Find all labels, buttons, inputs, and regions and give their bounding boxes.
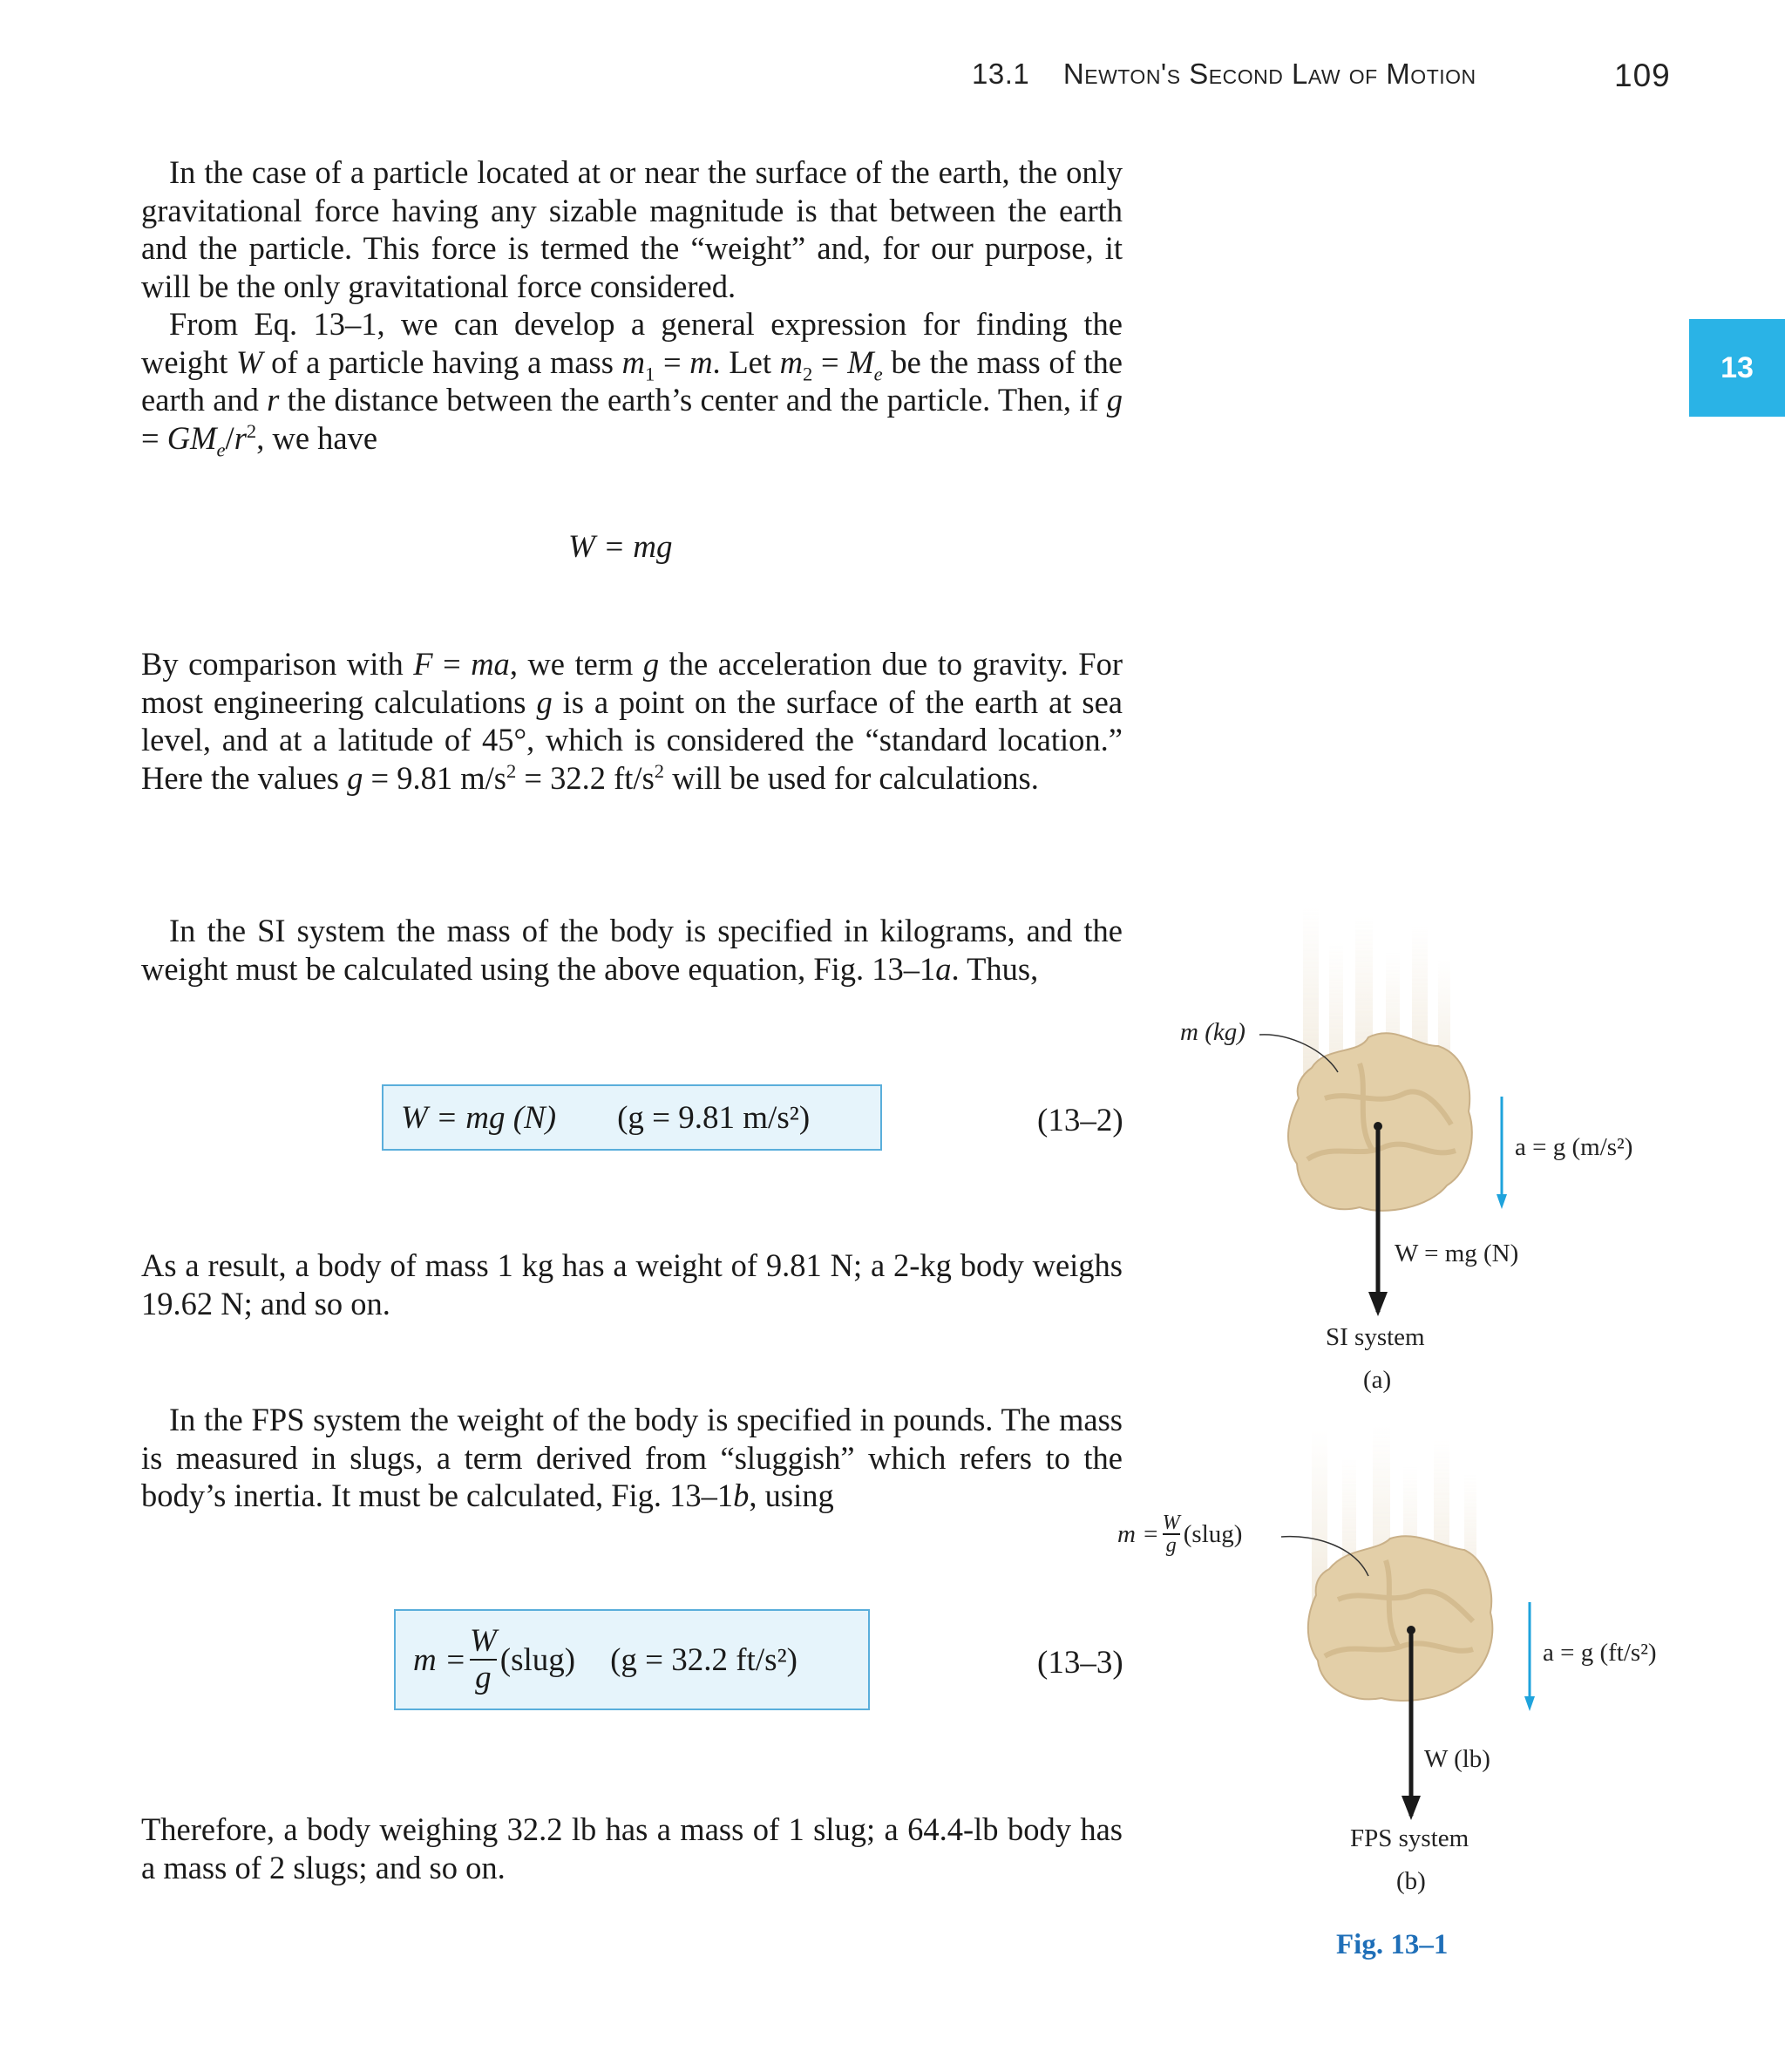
text-run: of a particle having a mass xyxy=(262,343,622,380)
text-run: In the FPS system the weight of the body is specified in pounds. The mass is measured in slugs, a term derived from “sluggish” which refers to the body’s inertia. It must be calculated, Fig. 13–1 xyxy=(141,1402,1123,1513)
part-label-a: (a) xyxy=(1363,1366,1392,1394)
equation-13-2-number: (13–2) xyxy=(1037,1103,1123,1138)
math-g: g xyxy=(347,759,363,796)
fig-ref-a: a xyxy=(935,950,952,987)
text-run: be the mass of the earth and xyxy=(141,343,1123,418)
math-Me: M xyxy=(847,343,874,380)
eq3-unit: (slug) xyxy=(499,1641,576,1678)
paragraph-text: In the case of a particle located at or near the surface of the earth, the only gravitational force having any sizable magnitude is that between the earth and the particle. This force is termed the “weight” and, for our purpose, it will be the only gravitational force considered. xyxy=(141,154,1123,304)
mass-label-b-den: g xyxy=(1165,1534,1177,1557)
mass-label-b-unit: (slug) xyxy=(1183,1519,1243,1548)
fig-ref-b: b xyxy=(733,1478,750,1513)
section-number: 13.1 xyxy=(972,58,1030,90)
text-run: By comparison with xyxy=(141,646,414,682)
g-si-value: 9.81 m/s xyxy=(397,759,506,796)
math-W: W xyxy=(236,343,263,380)
page-number: 109 xyxy=(1614,58,1671,93)
eq3-right: (g = 32.2 ft/s²) xyxy=(610,1641,797,1678)
mass-label-b-m: m = xyxy=(1117,1519,1159,1548)
text-run: From Eq. 13–1, we can develop a general expression for finding the weight xyxy=(141,306,1123,380)
eq2-left: W = mg (N) xyxy=(401,1099,557,1136)
math-ma: ma xyxy=(471,646,510,682)
accel-arrowhead-b xyxy=(1524,1696,1535,1711)
math-m2: m xyxy=(779,343,803,380)
text-run: . Thus, xyxy=(951,950,1039,987)
g-fps-value: 32.2 ft/s xyxy=(550,759,655,796)
weight-equation: W = mg xyxy=(568,529,673,565)
mass-label-b xyxy=(1117,1512,1242,1556)
mass-label-b-num: W xyxy=(1162,1512,1180,1534)
text-run: will be used for calculations. xyxy=(664,759,1039,796)
text-run: In the SI system the mass of the body is specified in kilograms, and the weight must be calculated using the above equation, Fig. 13–1 xyxy=(141,913,1123,987)
math-r: r xyxy=(267,382,280,418)
weight-label-b: W (lb) xyxy=(1424,1745,1490,1773)
math-m1: m xyxy=(621,343,645,380)
math-g: g xyxy=(536,683,553,720)
eq2-right: (g = 9.81 m/s²) xyxy=(617,1099,811,1136)
eq3-numerator: W xyxy=(469,1623,497,1659)
eq3-denominator: g xyxy=(475,1660,492,1695)
rock-b xyxy=(1308,1536,1493,1701)
math-g: g xyxy=(1106,382,1123,418)
figure-caption: Fig. 13–1 xyxy=(1336,1929,1449,1960)
eq3-m: m = xyxy=(413,1641,466,1678)
chapter-tab[interactable]: 13 xyxy=(1689,319,1785,417)
system-label-b: FPS system xyxy=(1350,1824,1469,1852)
mass-label-b-fraction xyxy=(1163,1512,1180,1556)
system-label-a: SI system xyxy=(1326,1323,1425,1351)
weight-arrowhead-a xyxy=(1368,1292,1388,1316)
equation-13-3-number: (13–3) xyxy=(1037,1645,1123,1681)
text-run: , we have xyxy=(256,419,378,456)
text-run: is a point on the surface of the earth at sea level, and at a latitude of 45°, which is considered the “standard location.” Here the values xyxy=(141,683,1123,796)
accel-arrowhead-a xyxy=(1497,1194,1507,1209)
math-g: g xyxy=(642,646,660,682)
text-run: , using xyxy=(749,1478,834,1513)
text-run: the acceleration due to gravity. For most engineering calculations xyxy=(141,646,1123,720)
accel-label-b: a = g (ft/s²) xyxy=(1543,1639,1657,1667)
text-run: , we term xyxy=(509,646,643,682)
math-m: m xyxy=(689,343,713,380)
paragraph-3: By comparison with F = ma, we term g the acceleration due to gravity. For most engineering calculations g is a point on the surface of the earth at sea level, and at a latitude of 45°, which is considered the “standard location.” Here the values g = 9.81 $m/s^2 = 32.2$ $ft/s^2$ will be used for calculations. xyxy=(141,646,1123,796)
text-run: the distance between the earth’s center and the particle. Then, if xyxy=(279,382,1107,418)
mass-label-a: m (kg) xyxy=(1180,1018,1245,1046)
text-run: . Let xyxy=(712,343,780,380)
paragraph-text: As a result, a body of mass 1 kg has a weight of 9.81 N; a 2-kg body weighs 19.62 N; and so on. xyxy=(141,1247,1123,1321)
section-title: Newton's Second Law of Motion xyxy=(1062,58,1476,90)
paragraph-text: Therefore, a body weighing 32.2 lb has a mass of 1 slug; a 64.4-lb body has a mass of 2 slugs; and so on. xyxy=(141,1811,1123,1885)
part-label-b: (b) xyxy=(1396,1867,1426,1895)
paragraph-2: From Eq. 13–1, we can develop a general expression for finding the weight W of a particle having a mass $m_1 = m$. Let $m_2 = M_e$ be the mass of the earth and r the distance between the earth’s center and the particle. Then, if $g = GM_e/r^2$, we have xyxy=(141,306,1123,460)
math-F: F xyxy=(413,646,433,682)
weight-arrowhead-b xyxy=(1402,1796,1421,1820)
accel-label-a: a = g (m/s²) xyxy=(1515,1133,1633,1161)
weight-label-a: W = mg (N) xyxy=(1395,1240,1519,1267)
math-GMe: GM xyxy=(166,419,217,456)
